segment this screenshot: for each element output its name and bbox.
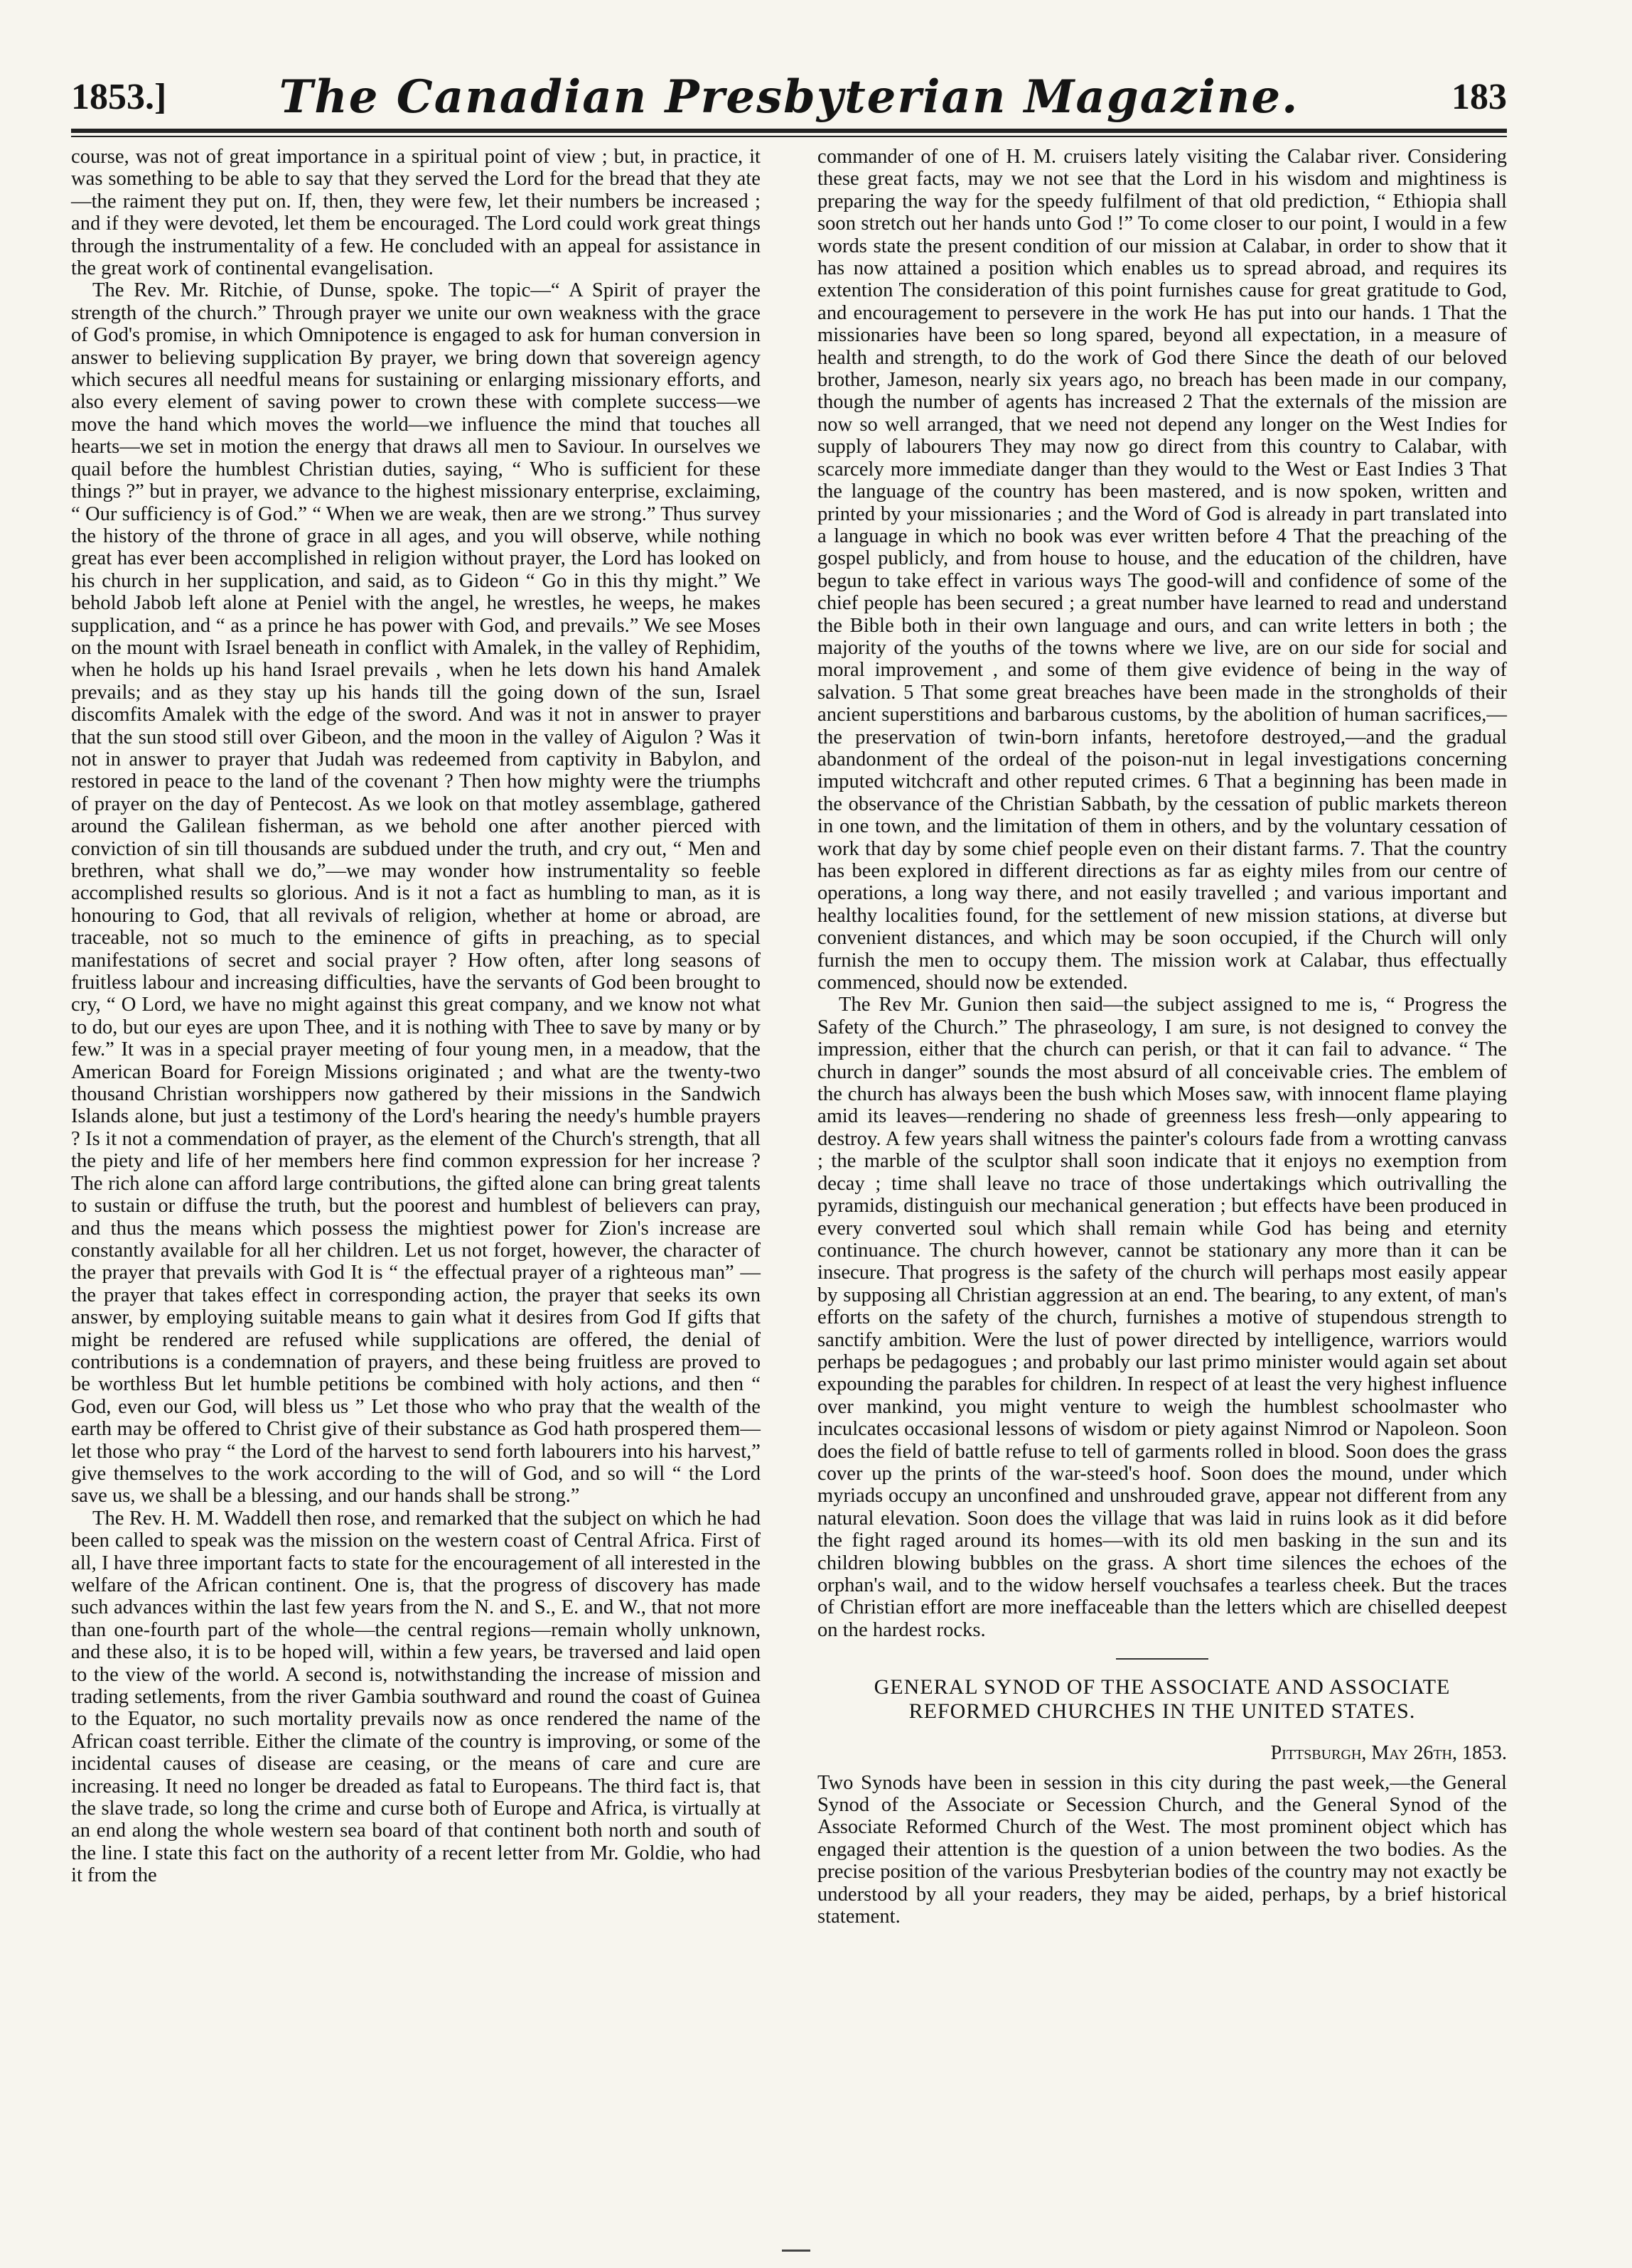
section-title: GENERAL SYNOD OF THE ASSOCIATE AND ASSOCIATE REFORMED CHURCHES IN THE UNITED STATES. xyxy=(874,1675,1451,1724)
right-column xyxy=(817,146,1507,1928)
dateline: Pittsburgh, May 26th, 1853. xyxy=(1270,1742,1507,1765)
header-title: The Canadian Presbyterian Magazine. xyxy=(279,70,1299,124)
header-rule-thick xyxy=(71,129,1507,133)
footer-mark xyxy=(782,2250,810,2252)
running-header xyxy=(71,68,1507,124)
left-column xyxy=(71,146,761,1887)
header-rule-thin xyxy=(71,136,1507,137)
paragraph: The Rev. Mr. Ritchie, of Dunse, spoke. The topic—“ A Spirit of prayer the strength of the church.” Through prayer we unite our own weakness with the grace of God's promise, in which Omnipotence is engaged to ask for human conversion in answer to believing supplication By prayer, we bring down that sovereign agency which secures all needful means for sustaining or enlarging missionary efforts, and also every element of saving power to crown these with complete success—we move the hand which moves the world—we influence the mind that touches all hearts—we set in motion the energy that draws all men to Saviour. In ourselves we quail before the humblest Christian duties, saying, “ Who is sufficient for these things ?” but in prayer, we advance to the highest missionary enterprise, exclaiming, “ Our sufficiency is of God.” “ When we are weak, then are we strong.” Thus survey the history of the throne of grace in all ages, and you will observe, while nothing great has ever been accomplished in religion without prayer, the Lord has looked on his church in her supplication, and said, as to Gideon “ Go in this thy might.” We behold Jabob left alone at Peniel with the angel, he wrestles, he weeps, he makes supplication, and “ as a prince he has power with God, and prevails.” We see Moses on the mount with Israel beneath in conflict with Amalek, in the valley of Rephidim, when he holds up his hand Israel prevails , when he lets down his hand Amalek prevails; and as they stay up his hands till the going down of the sun, Israel discomfits Amalek with the edge of the sword. And was it not in answer to prayer that the sun stood still over Gibeon, and the moon in the valley of Aigulon ? Was it not in answer to prayer that Judah was redeemed from captivity in Babylon, and restored in peace to the land of the covenant ? Then how mighty were the triumphs of prayer on the day of Pentecost. As we look on that motley assemblage, gathered around the Galilean fisherman, as we behold one after another pierced with conviction of sin till thousands are subdued under the truth, and cry out, “ Men and brethren, what shall we do,”—we may wonder how instrumentality so feeble accomplished results so glorious. And is it not a fact as humbling to man, as it is honouring to God, that all revivals of religion, whether at home or abroad, are traceable, not so much to the eminence of gifts in preaching, as to special manifestations of secret and social prayer ? How often, after long seasons of fruitless labour and increasing difficulties, have the servants of God been brought to cry, “ O Lord, we have no might against this great company, and we know not what to do, but our eyes are upon Thee, and it is nothing with Thee to save by many or by few.” It was in a special prayer meeting of four young men, in a meadow, that the American Board for Foreign Missions originated ; and what are the twenty-two thousand Christian worshippers now gathered by their missions in the Sandwich Islands alone, but just a testimony of the Lord's hearing the needy's humble prayers ? Is it not a commendation of prayer, as the element of the Church's strength, that all the piety and life of her members here find common expression for her increase ? The rich alone can afford large contributions, the gifted alone can bring great talents to sustain or diffuse the truth, but the poorest and humblest of believers can pray, and thus the means which possess the mightiest power for Zion's increase are constantly available for all her children. Let us not forget, however, the character of the prayer that prevails with God It is “ the effectual prayer of a righteous man” —the prayer that takes effect in corresponding action, the prayer that seeks its own answer, by employing suitable means to gain what it desires from God If gifts that might be rendered are refused while supplications are offered, the denial of contributions is a condemnation of prayers, and these being fruitless are proved to be worthless But let humble petitions be combined with holy actions, and then “ God, even our God, will bless us ” Let those who who pray that the wealth of the earth may be offered to Christ give of their substance as God hath prospered them—let those who pray “ the Lord of the harvest to send forth labourers into his harvest,” give themselves to the work according to the will of God, and so will “ the Lord save us, we shall be a blessing, and our hands shall be strong.” xyxy=(71,279,761,1507)
paragraph: commander of one of H. M. cruisers lately visiting the Calabar river. Considering these great facts, may we not see that the Lord in his wisdom and mightiness is preparing the way for the speedy fulfilment of that old prediction, “ Ethiopia shall soon stretch out her hands unto God !” To come closer to our point, I would in a few words state the present condition of our mission at Calabar, in order to show that it has now attained a position which enables us to spread abroad, and requires its extention The consideration of this point furnishes cause for great gratitude to God, and encouragement to persevere in the work He has put into our hands. 1 That the missionaries have been so long spared, beyond all expectation, in a measure of health and strength, to do the work of God there Since the death of our beloved brother, Jameson, nearly six years ago, no breach has been made in our company, though the number of agents has increased 2 That the externals of the mission are now so well arranged, that we need not depend any longer on the West Indies for supply of labourers They may now go direct from this country to Calabar, with scarcely more immediate danger than they would to the West or East Indies 3 That the language of the country has been mastered, and is now spoken, written and printed by your missionaries ; and the Word of God is already in part translated into a language in which no book was ever written before 4 That the preaching of the gospel publicly, and from house to house, and the education of the children, have begun to take effect in various ways The good-will and confidence of some of the chief people has been secured ; a great number have learned to read and understand the Bible both in their own language and ours, and can write letters in both ; the majority of the youths of the towns where we live, are on our side for social and moral improvement , and some of them give evidence of being in the way of salvation. 5 That some great breaches have been made in the strongholds of their ancient superstitions and barbarous customs, by the abolition of human sacrifices,—the preservation of twin-born infants, heretofore destroyed,—and the gradual abandonment of the ordeal of the poison-nut in legal investigations concerning imputed witchcraft and other reputed crimes. 6 That a beginning has been made in the observance of the Christian Sabbath, by the cessation of public markets thereon in one town, and the limitation of them in others, and by the voluntary cessation of work that day by some chief people even on their distant farms. 7. That the country has been explored in different directions as far as eighty miles from our centre of operations, a long way there, and not easily travelled ; and various important and healthy localities found, for the settlement of new mission stations, at diverse but convenient distances, and which may be soon occupied, if the Church will only furnish the men to occupy them. The mission work at Calabar, thus effectually commenced, should now be extended. xyxy=(817,146,1507,994)
magazine-page xyxy=(71,68,1507,2257)
header-year: 1853.] xyxy=(71,77,167,117)
paragraph: Two Synods have been in session in this city during the past week,—the General Synod of the Associate or Secession Church, and the General Synod of the Associate Reformed Church of the West. The most prominent object which has engaged their attention is the question of a union between the two bodies. As the precise position of the various Presbyterian bodies of the country may not exactly be understood by all your readers, they may be aided, perhaps, by a brief historical statement. xyxy=(817,1771,1507,1928)
paragraph: The Rev Mr. Gunion then said—the subject assigned to me is, “ Progress the Safety of the Church.” The phraseology, I am sure, is not designed to convey the impression, either that the church can perish, or that it can fail to advance. “ The church in danger” sounds the most absurd of all conceivable cries. The emblem of the church has always been the bush which Moses saw, with innocent flame playing amid its leaves—rendering no shade of greenness less fresh—only appearing to destroy. A few years shall witness the painter's colours fade from a wrotting canvass ; the marble of the sculptor shall soon indicate that it enjoys no exemption from decay ; time shall leave no trace of those undertakings which outrivalling the pyramids, distinguish our mechanical generation ; but effects have been produced in every converted soul which shall remain while God has being and eternity continuance. The church however, cannot be stationary any more than it can be insecure. That progress is the safety of the church will perhaps most easily appear by supposing all Christian aggression at an end. The bearing, to any extent, of man's efforts on the safety of the church, furnishes a motive of stupendous strength to sanctify ambition. Were the lust of power directed by intelligence, warriors would perhaps be pedagogues ; and probably our last primo minister would again set about expounding the parables for children. In respect of at least the very highest influence over mankind, you might venture to weigh the humblest schoolmaster who inculcates occasional lessons of wisdom or piety against Nimrod or Napoleon. Soon does the field of battle refuse to tell of garments rolled in blood. Soon does the grass cover up the prints of the war-steed's hoof. Soon does the mound, under which myriads occupy an unconfined and unshrouded grave, appear not different from any natural elevation. Soon does the village that was laid in ruins look as it did before the fight raged around its homes—with its old men basking in the sun and its children blowing bubbles on the grass. A short time silences the echoes of the orphan's wail, and to the widow herself vouchsafes a tearless cheek. But the traces of Christian effort are more ineffaceable than the letters which are chiselled deepest on the hardest rocks. xyxy=(817,994,1507,1641)
header-page-number: 183 xyxy=(1451,77,1507,117)
section-divider xyxy=(1116,1658,1208,1660)
paragraph: The Rev. H. M. Waddell then rose, and remarked that the subject on which he had been called to speak was the mission on the western coast of Central Africa. First of all, I have three important facts to state for the encouragement of all interested in the welfare of the African continent. One is, that the progress of discovery has made such advances within the last few years from the N. and S., E. and W., that not more than one-fourth part of the whole—the central regions—remain wholly unknown, and these also, it is to be hoped will, within a few years, be traversed and laid open to the view of the world. A second is, notwithstanding the increase of mission and trading setlements, from the river Gambia southward and round the coast of Guinea to the Equator, no such mortality prevails now as once rendered the name of the African coast terrible. Either the climate of the country is improving, or some of the incidental causes of disease are ceasing, or the means of care and cure are increasing. It need no longer be dreaded as fatal to Europeans. The third fact is, that the slave trade, so long the crime and curse both of Europe and Africa, is virtually at an end along the whole western sea board of that continent both north and south of the line. I state this fact on the authority of a recent letter from Mr. Goldie, who had it from the xyxy=(71,1507,761,1887)
paragraph: course, was not of great importance in a spiritual point of view ; but, in practice, it was something to be able to say that they served the Lord for the bread that they ate—the raiment they put on. If, then, they were few, let their numbers be increased ; and if they were devoted, let them be encouraged. The Lord could work great things through the instrumentality of a few. He concluded with an appeal for assistance in the great work of continental evangelisation. xyxy=(71,146,761,280)
